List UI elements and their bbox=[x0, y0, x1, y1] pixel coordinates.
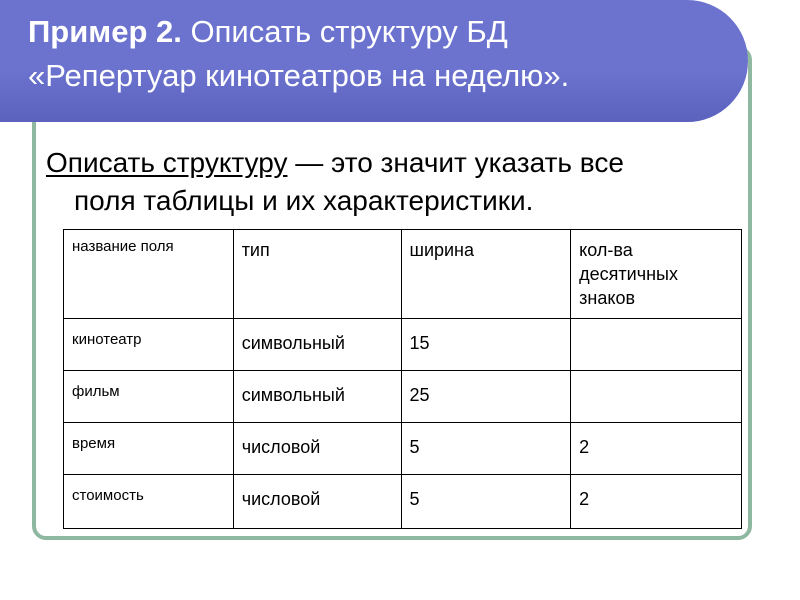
slide-title-rest: Описать структуру БД bbox=[181, 14, 508, 49]
cell-type: числовой bbox=[233, 475, 401, 529]
bullet-term: Описать структуру bbox=[46, 147, 288, 178]
table-row bbox=[64, 371, 742, 423]
cell-field-name: время bbox=[64, 423, 234, 475]
cell-width: 25 bbox=[401, 371, 571, 423]
table-header-row bbox=[64, 230, 742, 319]
cell-width: 15 bbox=[401, 319, 571, 371]
fields-table bbox=[63, 229, 742, 529]
cell-field-name: кинотеатр bbox=[64, 319, 234, 371]
cell-type: символьный bbox=[233, 319, 401, 371]
cell-width: 5 bbox=[401, 475, 571, 529]
header-width: ширина bbox=[401, 230, 571, 319]
table-row bbox=[64, 319, 742, 371]
slide-title-line2: «Репертуар кинотеатров на неделю». bbox=[28, 58, 570, 93]
cell-decimals: 2 bbox=[571, 423, 742, 475]
title-banner bbox=[0, 0, 748, 122]
cell-type: символьный bbox=[233, 371, 401, 423]
bullet-text bbox=[46, 144, 726, 220]
header-decimals: кол-ва десятичных знаков bbox=[571, 230, 742, 319]
cell-field-name: стоимость bbox=[64, 475, 234, 529]
table-row bbox=[64, 475, 742, 529]
bullet-line2: поля таблицы и их характеристики. bbox=[74, 185, 534, 216]
header-field-name: название поля bbox=[64, 230, 234, 319]
cell-type: числовой bbox=[233, 423, 401, 475]
cell-width: 5 bbox=[401, 423, 571, 475]
slide-title-bold: Пример 2. bbox=[28, 14, 182, 49]
slide-title bbox=[28, 10, 569, 98]
cell-field-name: фильм bbox=[64, 371, 234, 423]
bullet-rest-line1: — это значит указать все bbox=[287, 147, 624, 178]
cell-decimals: 2 bbox=[571, 475, 742, 529]
cell-decimals bbox=[571, 319, 742, 371]
header-type: тип bbox=[233, 230, 401, 319]
cell-decimals bbox=[571, 371, 742, 423]
table-row bbox=[64, 423, 742, 475]
